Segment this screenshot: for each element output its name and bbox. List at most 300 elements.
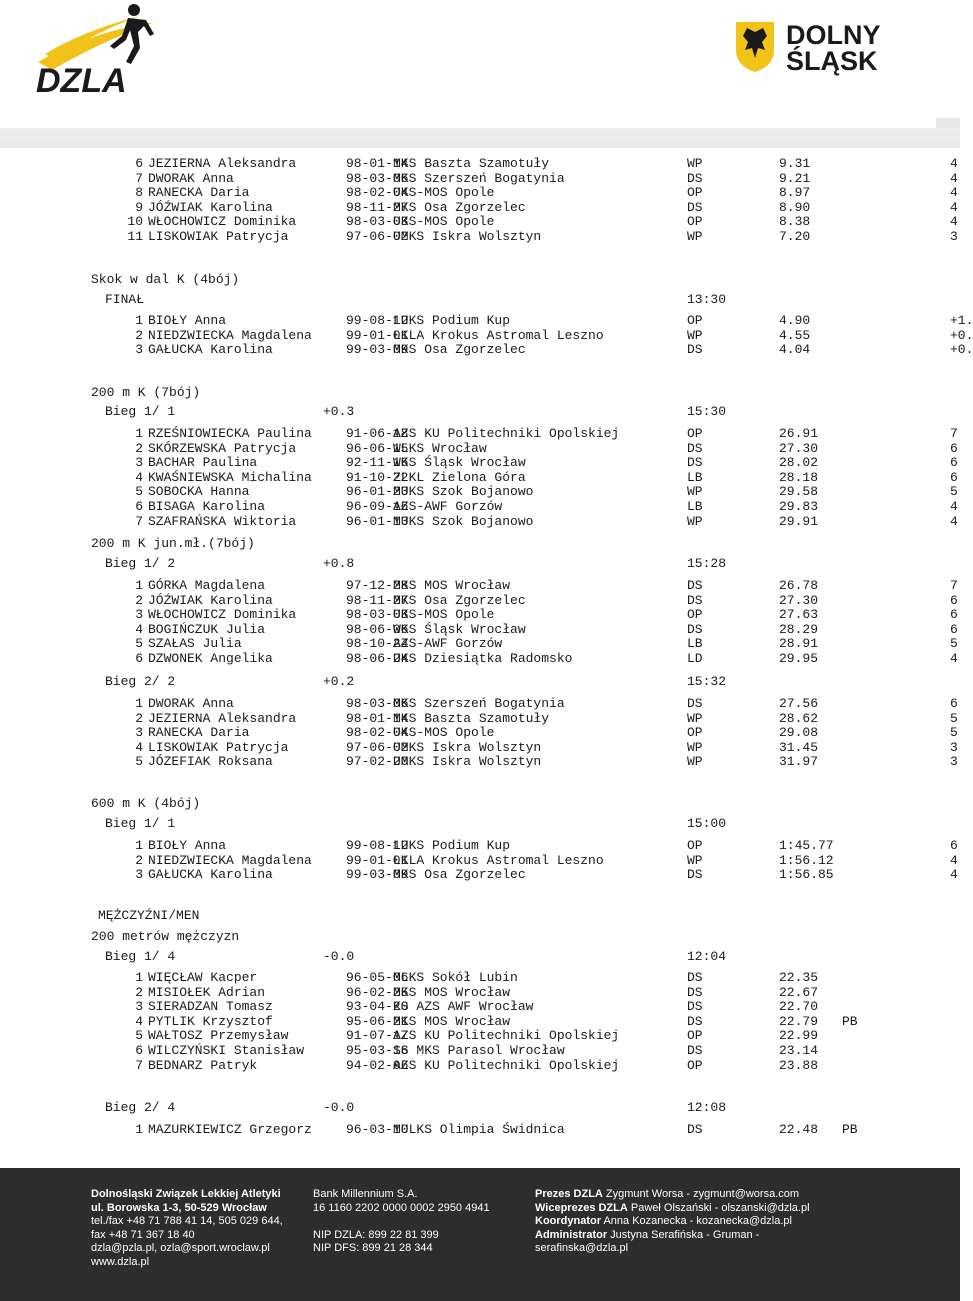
club-name: UKS-MOS Opole [393, 214, 495, 230]
club-name: UKS-MOS Opole [393, 185, 495, 201]
athlete-name: DZWONEK Angelika [148, 651, 273, 666]
footer-line [91, 1242, 283, 1256]
club-name: UMKS Iskra Wolsztyn [393, 754, 542, 770]
footer-line [313, 1242, 490, 1256]
athlete-name: LISKOWIAK Patrycja [148, 739, 289, 755]
club-name: SS MKS Parasol Wrocław [393, 1043, 565, 1058]
footer-line [313, 1188, 490, 1202]
birth-date: 97-06-02 [346, 739, 409, 755]
birth-date: 91-10-22 [346, 469, 409, 485]
start-time: 13:30 [687, 292, 727, 307]
club-name: UKS-MOS Opole [393, 725, 495, 741]
athlete-name: BOGIŃCZUK Julia [148, 621, 266, 637]
result-value: 4.90 [779, 313, 811, 328]
result-value: 9.31 [779, 156, 811, 171]
result-value: 4.55 [779, 327, 811, 343]
region-code: WP [687, 513, 703, 529]
athlete-name: BISAGA Karolina [148, 499, 266, 514]
club-name: MKS Szerszeń Bogatynia [393, 170, 565, 186]
athlete-name: BEDNARZ Patryk [148, 1057, 258, 1073]
club-name: MUKS Szok Bojanowo [393, 513, 534, 529]
result-rank: 1 [135, 578, 143, 593]
club-name: MKS Baszta Szamotuły [393, 156, 550, 171]
result-rank: 3 [135, 725, 143, 741]
athlete-name: JÓZEFIAK Roksana [148, 754, 273, 770]
category-heading: MĘŻCZYŹNI/MEN [98, 908, 200, 923]
result-rank: 2 [135, 592, 143, 608]
result-value: 23.88 [779, 1057, 819, 1073]
result-value: 28.18 [779, 469, 819, 485]
region-code: WP [687, 852, 703, 868]
wind-value: -0.0 [323, 1100, 355, 1115]
result-rank: 5 [135, 484, 143, 500]
birth-date: 98-02-04 [346, 185, 409, 201]
region-code: WP [687, 710, 703, 726]
club-name: MKS Osa Zgorzelec [393, 592, 526, 608]
footer-label: Dolnośląski Związek Lekkiej Atletyki [91, 1188, 281, 1200]
birth-date: 98-11-27 [346, 592, 409, 608]
event-title: 200 m K jun.mł.(7bój) [91, 536, 255, 551]
heat-label: Bieg 1/ 1 [105, 404, 176, 419]
result-value: 8.97 [779, 185, 811, 201]
region-code: DS [687, 1122, 703, 1137]
points-or-wind: 4 [950, 214, 958, 230]
result-rank: 3 [135, 999, 143, 1015]
result-rank: 5 [135, 636, 143, 652]
event-title: 200 metrów mężczyzn [91, 929, 240, 944]
result-rank: 1 [135, 313, 143, 328]
athlete-name: SZAFRAŃSKA Wiktoria [148, 513, 297, 529]
footer-text: NIP DZLA: 899 22 81 399 [313, 1228, 439, 1241]
result-value: 22.70 [779, 999, 819, 1015]
wind-value: +0.3 [323, 404, 355, 419]
result-value: 8.90 [779, 199, 811, 215]
result-value: 27.56 [779, 696, 819, 711]
athlete-name: KWAŚNIEWSKA Michalina [148, 469, 312, 485]
result-rank: 3 [135, 607, 143, 623]
footer-label: ul. Borowska 1-3, 50-529 Wrocław [91, 1201, 267, 1214]
start-time: 12:08 [687, 1100, 727, 1115]
result-rank: 10 [127, 214, 143, 230]
athlete-name: BACHAR Paulina [148, 455, 258, 471]
region-code: DS [687, 578, 703, 593]
birth-date: 98-02-04 [346, 725, 409, 741]
footer-text: www.dzla.pl [91, 1255, 150, 1268]
dzla-logo-text: DZLA [36, 62, 127, 100]
points-or-wind: 5 [950, 710, 958, 726]
athlete-name: MAZURKIEWICZ Grzegorz [148, 1122, 312, 1137]
result-rank: 4 [135, 1013, 143, 1029]
points-or-wind: 4 [950, 170, 958, 186]
result-rank: 1 [135, 838, 143, 853]
region-code: WP [687, 156, 703, 171]
athlete-name: RANECKA Daria [148, 185, 250, 201]
club-name: UKS-MOS Opole [393, 607, 495, 623]
footer-text: Anna Kozanecka - kozanecka@dzla.pl [601, 1215, 792, 1227]
athlete-name: DWORAK Anna [148, 696, 234, 711]
points-or-wind: 6 [950, 469, 958, 485]
start-time: 15:28 [687, 556, 727, 571]
birth-date: 98-01-14 [346, 710, 409, 726]
footer-text: tel./fax +48 71 788 41 14, 505 029 644, [91, 1215, 283, 1227]
points-or-wind: 4 [950, 185, 958, 201]
heat-label: Bieg 1/ 4 [105, 949, 176, 964]
result-rank: 5 [135, 1028, 143, 1044]
result-value: 8.38 [779, 214, 811, 230]
birth-date: 91-07-17 [346, 1028, 409, 1044]
club-name: AZS KU Politechniki Opolskiej [393, 426, 620, 441]
region-code: DS [687, 199, 703, 215]
athlete-name: NIEDZWIECKA Magdalena [148, 852, 312, 868]
club-name: MULKS Olimpia Świdnica [393, 1122, 565, 1137]
birth-date: 96-09-16 [346, 499, 409, 514]
points-or-wind: 4 [950, 513, 958, 529]
region-code: OP [687, 1057, 703, 1073]
region-code: OP [687, 607, 703, 623]
result-rank: 4 [135, 621, 143, 637]
athlete-name: MISIOŁEK Adrian [148, 984, 266, 1000]
club-name: MKS Osa Zgorzelec [393, 342, 526, 358]
result-rank: 1 [135, 696, 143, 711]
footer-text: dzla@pzla.pl, ozla@sport.wroclaw.pl [91, 1242, 270, 1254]
region-code: DS [687, 440, 703, 456]
athlete-name: WAŁTOSZ Przemysław [148, 1028, 289, 1044]
points-or-wind: 6 [950, 696, 958, 711]
region-code: DS [687, 999, 703, 1015]
result-value: 29.58 [779, 484, 819, 500]
points-or-wind: 7 [950, 426, 958, 441]
heat-label: Bieg 2/ 2 [105, 674, 176, 689]
athlete-name: JÓŹWIAK Karolina [148, 199, 273, 215]
footer-line [313, 1215, 490, 1229]
athlete-name: RANECKA Daria [148, 725, 250, 741]
club-name: LKLA Krokus Astromal Leszno [393, 327, 604, 343]
points-or-wind: 4 [950, 651, 958, 666]
region-code: DS [687, 621, 703, 637]
birth-date: 99-01-01 [346, 327, 409, 343]
birth-date: 96-03-10 [346, 1122, 409, 1137]
birth-date: 93-04-20 [346, 999, 409, 1015]
result-rank: 6 [135, 1043, 143, 1058]
footer-line [91, 1188, 283, 1202]
points-or-wind: 6 [950, 440, 958, 456]
points-or-wind: 6 [950, 621, 958, 637]
athlete-name: BIOŁY Anna [148, 838, 227, 853]
footer-text: Zygmunt Worsa - zygmunt@worsa.com [602, 1188, 800, 1200]
region-code: OP [687, 313, 703, 328]
club-name: LUKS Podium Kup [393, 313, 511, 328]
athlete-name: SKÓRZEWSKA Patrycja [148, 440, 297, 456]
club-name: LUKS Podium Kup [393, 838, 511, 853]
footer-text: NIP DFS: 899 21 28 344 [313, 1242, 433, 1254]
footer-text: fax +48 71 367 18 40 [91, 1228, 195, 1241]
points-or-wind: 4 [950, 852, 958, 868]
record-note: PB [842, 1013, 858, 1029]
birth-date: 96-02-25 [346, 984, 409, 1000]
region-code: DS [687, 984, 703, 1000]
region-code: WP [687, 739, 703, 755]
result-value: 4.04 [779, 342, 811, 358]
points-or-wind: 4 [950, 156, 958, 171]
result-rank: 2 [135, 852, 143, 868]
region-code: OP [687, 426, 703, 441]
athlete-name: WIĘCŁAW Kacper [148, 970, 258, 985]
region-code: OP [687, 725, 703, 741]
result-value: 29.95 [779, 651, 819, 666]
birth-date: 99-03-09 [346, 342, 409, 358]
result-value: 28.62 [779, 710, 819, 726]
athlete-name: WŁOCHOWICZ Dominika [148, 607, 297, 623]
points-or-wind: +1. [950, 313, 973, 328]
result-rank: 7 [135, 170, 143, 186]
points-or-wind: 6 [950, 455, 958, 471]
result-rank: 7 [135, 1057, 143, 1073]
result-rank: 3 [135, 455, 143, 471]
points-or-wind: +0. [950, 327, 973, 343]
footer-line [91, 1215, 283, 1229]
heat-label: Bieg 2/ 4 [105, 1100, 176, 1115]
athlete-name: RZEŚNIOWIECKA Paulina [148, 426, 312, 441]
points-or-wind: 3 [950, 754, 958, 770]
birth-date: 91-06-18 [346, 426, 409, 441]
club-name: ZLKL Zielona Góra [393, 469, 526, 485]
footer-address [91, 1188, 283, 1269]
result-value: 26.78 [779, 578, 819, 593]
region-code: LB [687, 499, 703, 514]
footer-text: serafinska@dzla.pl [535, 1242, 629, 1254]
birth-date: 98-06-24 [346, 651, 409, 666]
footer-line [91, 1202, 283, 1216]
club-name: KS AZS AWF Wrocław [393, 999, 534, 1015]
region-code: LD [687, 651, 703, 666]
result-value: 1:56.85 [779, 867, 834, 883]
club-name: MUKS Szok Bojanowo [393, 484, 534, 500]
points-or-wind: 4 [950, 499, 958, 514]
points-or-wind: 6 [950, 592, 958, 608]
club-name: AZS KU Politechniki Opolskiej [393, 1028, 620, 1044]
club-name: LKLA Krokus Astromal Leszno [393, 852, 604, 868]
birth-date: 99-08-12 [346, 313, 409, 328]
club-name: UMKS Iskra Wolsztyn [393, 229, 542, 244]
result-value: 29.91 [779, 513, 819, 529]
points-or-wind: 7 [950, 578, 958, 593]
points-or-wind: 4 [950, 199, 958, 215]
region-code: WP [687, 229, 703, 244]
club-name: UMKS Iskra Wolsztyn [393, 739, 542, 755]
region-code: DS [687, 696, 703, 711]
result-value: 28.29 [779, 621, 819, 637]
region-code: DS [687, 1013, 703, 1029]
points-or-wind: 5 [950, 484, 958, 500]
footer-line [91, 1256, 283, 1270]
birth-date: 92-11-16 [346, 455, 409, 471]
athlete-name: NIEDZWIECKA Magdalena [148, 327, 312, 343]
athlete-name: WILCZYŃSKI Stanisław [148, 1043, 305, 1058]
result-rank: 9 [135, 199, 143, 215]
result-value: 1:56.12 [779, 852, 834, 868]
birth-date: 98-01-14 [346, 156, 409, 171]
birth-date: 98-10-24 [346, 636, 409, 652]
result-value: 9.21 [779, 170, 811, 186]
club-name: WKS Śląsk Wrocław [393, 455, 526, 471]
result-rank: 3 [135, 342, 143, 358]
result-rank: 8 [135, 185, 143, 201]
footer-line [313, 1202, 490, 1216]
club-name: MLKS Sokół Lubin [393, 970, 518, 985]
event-title: 600 m K (4bój) [91, 796, 201, 811]
athlete-name: JÓŹWIAK Karolina [148, 592, 273, 608]
result-rank: 1 [135, 970, 143, 985]
result-rank: 2 [135, 984, 143, 1000]
points-or-wind: 5 [950, 725, 958, 741]
result-rank: 2 [135, 440, 143, 456]
athlete-name: SZAŁAS Julia [148, 636, 242, 652]
result-rank: 2 [135, 327, 143, 343]
result-value: 23.14 [779, 1043, 819, 1058]
footer-bank [313, 1188, 490, 1256]
result-value: 22.79 [779, 1013, 819, 1029]
result-value: 28.02 [779, 455, 819, 471]
result-value: 28.91 [779, 636, 819, 652]
birth-date: 99-03-09 [346, 867, 409, 883]
club-name: MKS Baszta Szamotuły [393, 710, 550, 726]
start-time: 12:04 [687, 949, 727, 964]
region-code: LB [687, 469, 703, 485]
result-value: 22.35 [779, 970, 819, 985]
birth-date: 96-01-13 [346, 513, 409, 529]
footer-text: Justyna Serafińska - Gruman - [607, 1228, 760, 1241]
points-or-wind: 5 [950, 636, 958, 652]
birth-date: 96-06-15 [346, 440, 409, 456]
footer-label: Prezes DZLA [535, 1188, 603, 1200]
result-value: 31.45 [779, 739, 819, 755]
athlete-name: GÓRKA Magdalena [148, 578, 266, 593]
points-or-wind: 3 [950, 739, 958, 755]
result-value: 29.83 [779, 499, 819, 514]
birth-date: 95-06-21 [346, 1013, 409, 1029]
birth-date: 97-06-02 [346, 229, 409, 244]
club-name: AZS-AWF Gorzów [393, 636, 503, 652]
club-name: MKS Osa Zgorzelec [393, 867, 526, 883]
birth-date: 97-02-20 [346, 754, 409, 770]
footer-line [535, 1242, 810, 1256]
club-name: MKS MOS Wrocław [393, 1013, 511, 1029]
result-rank: 1 [135, 1122, 143, 1137]
result-rank: 11 [127, 229, 143, 244]
athlete-name: GAŁUCKA Karolina [148, 342, 273, 358]
start-time: 15:00 [687, 816, 727, 831]
footer-label: Koordynator [535, 1215, 601, 1227]
athlete-name: JEZIERNA Aleksandra [148, 710, 297, 726]
birth-date: 94-02-06 [346, 1057, 409, 1073]
athlete-name: BIOŁY Anna [148, 313, 227, 328]
footer-label: Wiceprezes DZLA [535, 1201, 628, 1214]
region-code: OP [687, 838, 703, 853]
start-time: 15:30 [687, 404, 727, 419]
region-code: DS [687, 170, 703, 186]
footer-label: Administrator [535, 1228, 608, 1241]
footer-text: Bank Millennium S.A. [313, 1188, 418, 1200]
result-rank: 1 [135, 426, 143, 441]
club-name: MKS MOS Wrocław [393, 578, 511, 593]
footer-text [313, 1215, 316, 1227]
result-value: 29.08 [779, 725, 819, 741]
region-code: LB [687, 636, 703, 652]
footer-line [535, 1202, 810, 1216]
region-code: WP [687, 327, 703, 343]
athlete-name: GAŁUCKA Karolina [148, 867, 273, 883]
heat-label: Bieg 1/ 1 [105, 816, 176, 831]
result-value: 27.30 [779, 592, 819, 608]
result-rank: 2 [135, 710, 143, 726]
athlete-name: LISKOWIAK Patrycja [148, 229, 289, 244]
footer-line [91, 1229, 283, 1243]
result-rank: 4 [135, 739, 143, 755]
result-value: 7.20 [779, 229, 811, 244]
result-rank: 5 [135, 754, 143, 770]
athlete-name: JEZIERNA Aleksandra [148, 156, 297, 171]
slask-text: ŚLĄSK [786, 46, 878, 76]
region-code: WP [687, 754, 703, 770]
dolny-text: DOLNY [786, 20, 881, 50]
footer-text: Paweł Olszański - olszanski@dzla.pl [627, 1201, 810, 1214]
start-time: 15:32 [687, 674, 727, 689]
points-or-wind: 6 [950, 607, 958, 623]
athlete-name: SIERADZAN Tomasz [148, 999, 273, 1015]
birth-date: 98-03-06 [346, 170, 409, 186]
birth-date: 96-05-06 [346, 970, 409, 985]
wind-value: -0.0 [323, 949, 355, 964]
footer-line [535, 1215, 810, 1229]
club-name: MKS Szerszeń Bogatynia [393, 696, 565, 711]
club-name: MKS MOS Wrocław [393, 984, 511, 1000]
result-rank: 3 [135, 867, 143, 883]
birth-date: 98-06-06 [346, 621, 409, 637]
birth-date: 98-03-03 [346, 607, 409, 623]
result-value: 22.67 [779, 984, 819, 1000]
result-value: 31.97 [779, 754, 819, 770]
points-or-wind: 4 [950, 867, 958, 883]
result-rank: 7 [135, 513, 143, 529]
club-name: MKS Osa Zgorzelec [393, 199, 526, 215]
footer-text: 16 1160 2202 0000 0002 2950 4941 [313, 1201, 490, 1214]
region-code: OP [687, 1028, 703, 1044]
result-rank: 6 [135, 499, 143, 514]
points-or-wind: 3 [950, 229, 958, 244]
birth-date: 95-03-16 [346, 1043, 409, 1058]
birth-date: 98-03-06 [346, 696, 409, 711]
heat-label: Bieg 1/ 2 [105, 556, 176, 571]
birth-date: 99-01-01 [346, 852, 409, 868]
points-or-wind: 6 [950, 838, 958, 853]
birth-date: 97-12-28 [346, 578, 409, 593]
birth-date: 98-03-03 [346, 214, 409, 230]
region-code: DS [687, 867, 703, 883]
wind-value: +0.2 [323, 674, 355, 689]
region-code: DS [687, 970, 703, 985]
result-value: 27.63 [779, 607, 819, 623]
region-code: DS [687, 455, 703, 471]
result-value: 27.30 [779, 440, 819, 456]
athlete-name: SOBOCKA Hanna [148, 484, 250, 500]
birth-date: 99-08-12 [346, 838, 409, 853]
result-rank: 6 [135, 651, 143, 666]
event-title: Skok w dal K (4bój) [91, 272, 240, 287]
birth-date: 96-01-23 [346, 484, 409, 500]
event-title: 200 m K (7bój) [91, 385, 201, 400]
region-code: OP [687, 185, 703, 201]
result-rank: 6 [135, 156, 143, 171]
